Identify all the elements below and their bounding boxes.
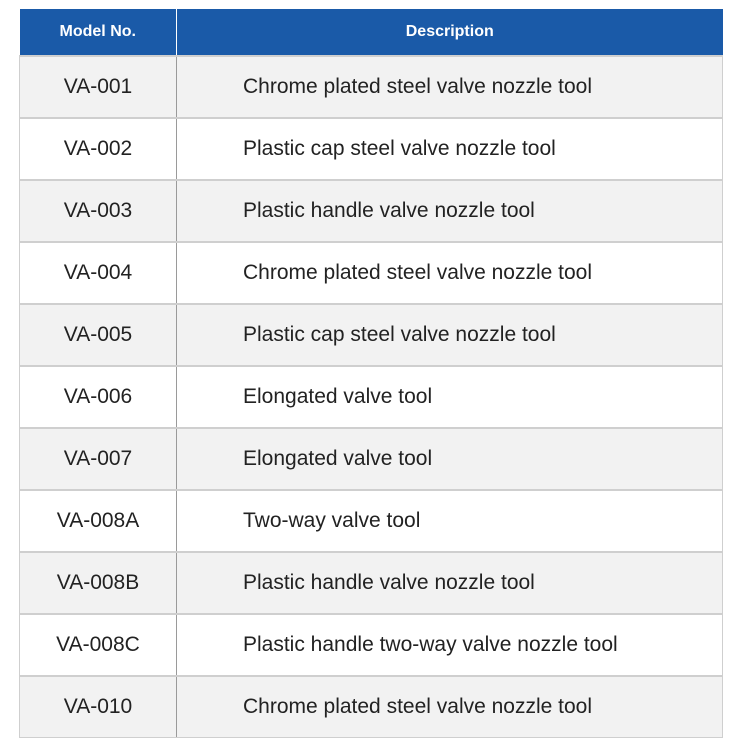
table-row: [20, 676, 723, 738]
table-row: [20, 552, 723, 614]
table-row: [20, 366, 723, 428]
header-row: [20, 9, 723, 56]
table-row: [20, 490, 723, 552]
description-cell: Plastic cap steel valve nozzle tool: [177, 118, 723, 180]
table-row: [20, 118, 723, 180]
table-row: [20, 56, 723, 118]
model-cell: VA-008A: [20, 490, 177, 552]
header-description: Description: [177, 9, 723, 56]
table-row: [20, 428, 723, 490]
description-cell: Elongated valve tool: [177, 428, 723, 490]
description-cell: Plastic handle valve nozzle tool: [177, 180, 723, 242]
table-header: [20, 9, 723, 56]
model-cell: VA-002: [20, 118, 177, 180]
table-body: [20, 56, 723, 738]
model-cell: VA-003: [20, 180, 177, 242]
header-model-no: Model No.: [20, 9, 177, 56]
table-row: [20, 242, 723, 304]
description-cell: Plastic handle two-way valve nozzle tool: [177, 614, 723, 676]
product-table: [19, 9, 723, 738]
product-table-container: [19, 9, 722, 738]
model-cell: VA-004: [20, 242, 177, 304]
description-cell: Two-way valve tool: [177, 490, 723, 552]
description-cell: Chrome plated steel valve nozzle tool: [177, 56, 723, 118]
table-row: [20, 180, 723, 242]
table-row: [20, 614, 723, 676]
model-cell: VA-001: [20, 56, 177, 118]
model-cell: VA-005: [20, 304, 177, 366]
model-cell: VA-007: [20, 428, 177, 490]
table-row: [20, 304, 723, 366]
description-cell: Chrome plated steel valve nozzle tool: [177, 242, 723, 304]
model-cell: VA-006: [20, 366, 177, 428]
description-cell: Plastic cap steel valve nozzle tool: [177, 304, 723, 366]
description-cell: Elongated valve tool: [177, 366, 723, 428]
description-cell: Plastic handle valve nozzle tool: [177, 552, 723, 614]
model-cell: VA-008C: [20, 614, 177, 676]
model-cell: VA-010: [20, 676, 177, 738]
description-cell: Chrome plated steel valve nozzle tool: [177, 676, 723, 738]
model-cell: VA-008B: [20, 552, 177, 614]
